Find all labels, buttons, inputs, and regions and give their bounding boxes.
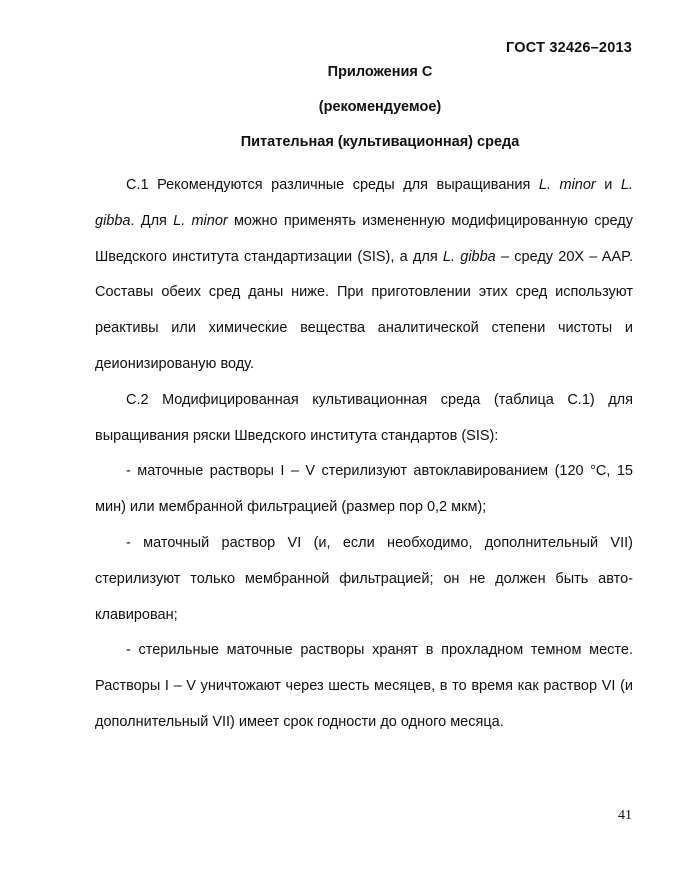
c1-text-4: можно применять измененную модифицированную среду Шведского института стандартизации (SIS), а для [95,212,633,265]
c1-species-2: L. gibba [95,177,633,229]
page-number: 41 [618,808,632,823]
c1-text-3: . Для [130,212,174,229]
body-text [95,168,633,741]
appendix-label: Приложения С [327,64,433,80]
c1-text-2: и [595,177,621,193]
paragraph-c1 [95,168,633,383]
bullet-item-1: - маточные растворы I – V стерилизуют автоклавированием (120 °С, 15 мин) или мембранной фильтрацией (размер пор 0,2 мкм); [95,463,633,516]
appendix-title: Питательная (культивационная) среда [240,134,520,150]
standard-code: ГОСТ 32426–2013 [506,40,632,56]
c1-species-1: L. minor [538,177,596,193]
bullet-item-3: - стерильные маточные растворы хранят в прохладном темном месте. Растворы I – V уничтожают через шесть месяцев, в то время как раствор VI (и дополнительный VII) имеет срок годности до одного месяца. [95,642,633,730]
paragraph-c2: С.2 Модифицированная культивационная среда (таблица С.1) для выращивания ряски Шведского института стандартов (SIS): [95,391,633,444]
c1-species-3: L. minor [173,212,228,229]
bullet-item-2: - маточный раствор VI (и, если необходимо, дополнительный VII) стерилизуют только мембранной фильтрацией; он не должен быть автоклавирован; [95,534,633,623]
c1-species-4: L. gibba [442,248,496,265]
c1-text-5: – среду 20X – AAP. Составы обеих сред даны ниже. При приготовлении этих сред используют реактивы или химические вещества аналитической степени чистоты и деионизированую воду. [95,248,633,372]
c1-text-1: С.1 Рекомендуются различные среды для выращивания [126,177,539,193]
appendix-status: (рекомендуемое) [318,99,442,115]
